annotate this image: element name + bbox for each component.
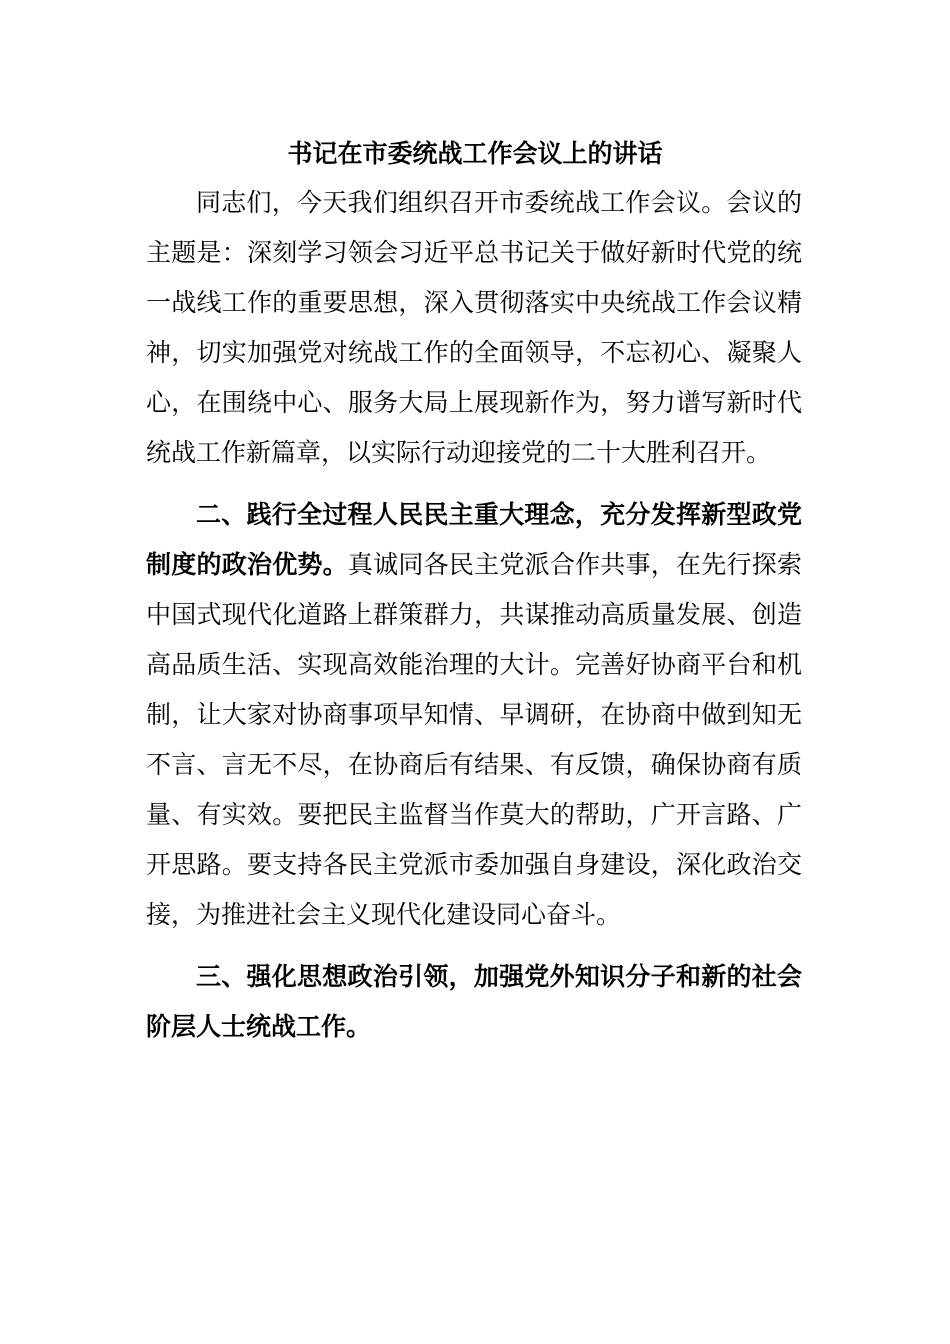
paragraph-text: 真诚同各民主党派合作共事，在先行探索中国式现代化道路上群策群力，共谋推动高质量发展、创造高品质生活、实现高效能治理的大计。完善好协商平台和机制，让大家对协商事项早知情、早调研，在协商中做到知无不言、言无不尽，在协商后有结果、有反馈，确保协商有质量、有实效。要把民主监督当作莫大的帮助，广开言路、广开思路。要支持各民主党派市委加强自身建设，深化政治交接，为推进社会主义现代化建设同心奋斗。 xyxy=(146,550,802,929)
document-title: 书记在市委统战工作会议上的讲话 xyxy=(287,139,663,168)
paragraph-text: 同志们，今天我们组织召开市委统战工作会议。会议的主题是：深刻学习领会习近平总书记关于做好新时代党的统一战线工作的重要思想，深入贯彻落实中央统战工作会议精神，切实加强党对统战工作的全面领导，不忘初心、凝聚人心，在围绕中心、服务大局上展现新作为，努力谱写新时代统战工作新篇章，以实际行动迎接党的二十大胜利召开。 xyxy=(146,188,802,467)
document-body xyxy=(146,178,802,1052)
paragraph-intro xyxy=(146,178,802,478)
paragraph-section-3 xyxy=(146,952,802,1052)
paragraph-section-2 xyxy=(146,490,802,940)
paragraph-lead: 二、践行全过程人民民主重大理念，充分发挥新型政党制度的政治优势。 xyxy=(146,500,802,579)
paragraph-lead: 三、强化思想政治引领，加强党外知识分子和新的社会阶层人士统战工作。 xyxy=(146,962,802,1041)
